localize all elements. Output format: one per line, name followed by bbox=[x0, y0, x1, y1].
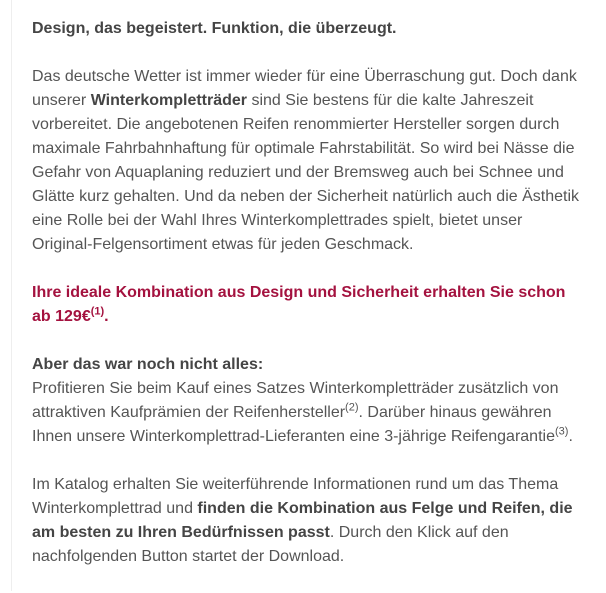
intro-heading-text: Design, das begeistert. Funktion, die überzeugt. bbox=[32, 20, 397, 37]
catalog-paragraph bbox=[32, 473, 587, 569]
catalog-text-1: Im Katalog erhalten Sie weiterführende Informationen rund um das Thema Winterkomplettrad und bbox=[32, 476, 559, 517]
footnote-2-marker: (2) bbox=[345, 401, 359, 414]
intro-paragraph-text-2: sind Sie bestens für die kalte Jahreszeit vorbereitet. Die angebotenen Reifen renommierter Hersteller sorgen durch maximale Fahrbahnhaftung für optimale Fahrstabilität. So wird bei Nässe die Gefahr von Aquaplaning reduziert und der Bremsweg auch bei Schnee und Glätte kurz gehalten. Und da neben der Sicherheit natürlich auch die Ästhetik eine Rolle bei der Wahl Ihres Winterkomplettrades spielt, bietet unser Original-Felgensortiment etwas für jeden Geschmack. bbox=[32, 92, 579, 253]
intro-heading bbox=[32, 17, 587, 41]
left-border-line bbox=[11, 0, 12, 591]
catalog-bold: finden die Kombination aus Felge und Reifen, die am besten zu Ihren Bedürfnissen passt bbox=[32, 500, 573, 541]
bonus-text-end: . bbox=[568, 428, 573, 445]
intro-paragraph-text-1: Das deutsche Wetter ist immer wieder für eine Überraschung gut. Doch dank unserer bbox=[32, 68, 577, 109]
intro-paragraph bbox=[32, 65, 587, 257]
footnote-1-marker: (1) bbox=[90, 305, 105, 318]
price-highlight-end: . bbox=[104, 308, 109, 325]
bonus-text-1: Profitieren Sie beim Kauf eines Satzes Winterkompletträder zusätzlich von attraktiven Kaufprämien der Reifenhersteller bbox=[32, 380, 559, 421]
bonus-paragraph bbox=[32, 353, 587, 449]
intro-paragraph-bold: Winterkompletträder bbox=[90, 92, 248, 109]
bonus-heading: Aber das war noch nicht alles: bbox=[32, 356, 264, 373]
price-highlight-text: Ihre ideale Kombination aus Design und Sicherheit erhalten Sie schon ab 129€ bbox=[32, 284, 566, 325]
bonus-text-2: . Darüber hinaus gewähren Ihnen unsere Winterkomplettrad-Lieferanten eine 3-jährige Reifengarantie bbox=[32, 404, 555, 445]
price-highlight bbox=[32, 281, 587, 329]
article-content bbox=[32, 17, 587, 593]
footnote-3-marker: (3) bbox=[554, 425, 569, 438]
catalog-text-2: . Durch den Klick auf den nachfolgenden Button startet der Download. bbox=[32, 524, 509, 565]
